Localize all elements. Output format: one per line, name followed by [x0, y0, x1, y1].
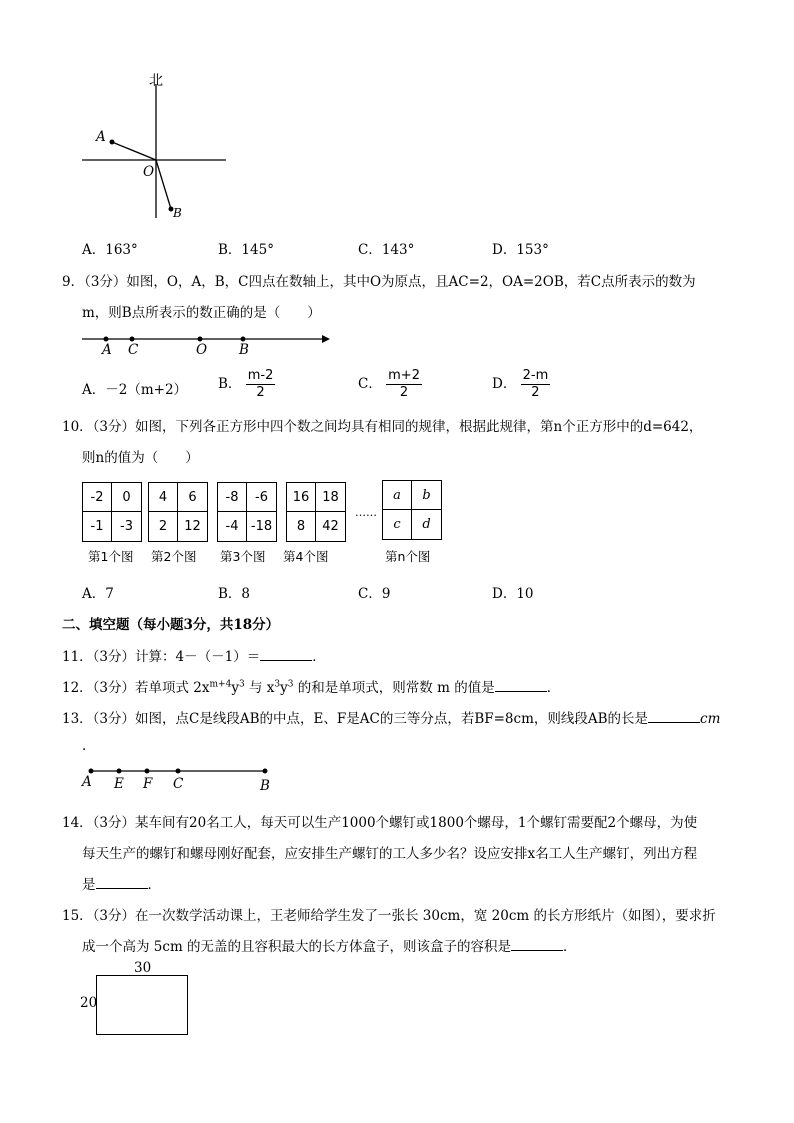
q12-var-y: y	[231, 680, 239, 696]
point-e-dot	[117, 769, 122, 774]
q12-mid: 与 x	[244, 680, 275, 696]
square-cell-c: 2	[149, 512, 178, 541]
section-2-title: 二、填空题（每小题3分，共18分）	[62, 617, 280, 633]
q8-option-d[interactable]: D．153°	[492, 242, 549, 258]
fraction-denominator: 2	[256, 385, 265, 400]
q9-option-d-fraction	[521, 368, 551, 401]
square-3	[217, 482, 277, 542]
rect-width-label: 30	[134, 960, 152, 976]
square-1-caption: 第1个图	[88, 549, 134, 564]
q12-suffix: ．	[546, 680, 561, 696]
q10-text-line2: 则n的值为（ ）	[82, 450, 199, 466]
q9-option-c[interactable]	[358, 368, 422, 401]
q8-option-c[interactable]: C．143°	[358, 242, 415, 258]
q13-text: 13．（3分）如图，点C是线段AB的中点，E、F是AC的三等分点，若BF=8cm，则线段AB的长是	[62, 711, 649, 727]
q11-text: 11．（3分）计算：4－（－1）＝	[62, 649, 261, 665]
q14-line3	[82, 873, 161, 893]
q9-option-c-prefix: C．	[358, 376, 382, 392]
q13-unit: cm	[700, 711, 721, 727]
q10-text-line1: 10．（3分）如图，下列各正方形中四个数之间均具有相同的规律，根据此规律，第n个正方形中的d=642，	[62, 419, 703, 435]
square-cell-d: -18	[250, 519, 273, 534]
q14-answer-blank[interactable]	[96, 876, 148, 889]
point-c-dot	[130, 337, 135, 342]
q9-text-line2: m，则B点所表示的数正确的是（ ）	[82, 305, 321, 321]
q12-answer-blank[interactable]	[495, 679, 547, 692]
paper-rectangle	[96, 975, 188, 1035]
square-cell-a: -8	[218, 483, 247, 512]
q12-exp-1: m+4	[209, 679, 232, 690]
q12-var-y2: y	[280, 680, 288, 696]
q12	[62, 676, 560, 696]
q12-prefix: 12．（3分）若单项式 2x	[62, 680, 210, 696]
q10-option-c[interactable]: C．9	[358, 586, 391, 602]
square-3-caption: 第3个图	[220, 549, 266, 564]
point-a-label: A	[96, 129, 106, 145]
q10-option-d[interactable]: D．10	[492, 586, 534, 602]
square-cell-b: 6	[178, 483, 207, 512]
q15-line2	[82, 935, 577, 955]
q8-option-b[interactable]: B．145°	[218, 242, 274, 258]
point-b-label: B	[173, 206, 182, 220]
q12-exp-3: 3	[274, 679, 281, 690]
q14-suffix: ．	[147, 877, 161, 893]
q9-option-d[interactable]	[492, 368, 550, 401]
square-cell-c: -4	[218, 512, 247, 541]
q14-line1: 14．（3分）某车间有20名工人，每天可以生产1000个螺钉或1800个螺母，1个螺钉需要配2个螺母，为使	[62, 815, 698, 831]
q13-label-f: F	[143, 776, 153, 792]
q9-option-b-prefix: B．	[218, 376, 242, 392]
q13-label-c: C	[173, 776, 184, 792]
square-cell-b: 18	[316, 483, 345, 512]
point-a-dot	[89, 769, 94, 774]
q9-option-b[interactable]	[218, 368, 275, 401]
fraction-denominator: 2	[531, 385, 540, 400]
fraction-numerator: m-2	[247, 368, 274, 383]
q10-option-a[interactable]: A．7	[82, 586, 114, 602]
square-cell-b: b	[412, 481, 441, 510]
q12-exp-2: 3	[238, 679, 245, 690]
q9-label-a: A	[102, 342, 112, 358]
q15-line2-prefix: 成一个高为 5cm 的无盖的且容积最大的长方体盒子，则该盒子的容积是	[82, 939, 512, 955]
square-cell-d: -3	[120, 519, 133, 534]
point-o-label: O	[143, 164, 155, 180]
q14-line3-prefix: 是	[82, 877, 96, 893]
square-cell-b: 0	[112, 483, 141, 512]
ellipsis: ……	[355, 506, 377, 519]
q9-label-o: O	[196, 342, 208, 358]
point-f-dot	[145, 769, 150, 774]
square-2-caption: 第2个图	[151, 549, 197, 564]
square-4	[286, 482, 346, 542]
q11	[62, 645, 326, 665]
q9-option-d-prefix: D．	[492, 376, 517, 392]
q9-text-line1: 9．（3分）如图，O，A，B，C四点在数轴上，其中O为原点，且AC=2，OA=2OB，若C点所表示的数为	[62, 274, 696, 290]
square-cell-a: 4	[149, 483, 178, 512]
square-cell-a: -2	[83, 483, 112, 512]
point-b-dot	[241, 337, 246, 342]
q11-answer-blank[interactable]	[260, 648, 312, 661]
q12-rest: 的和是单项式，则常数 m 的值是	[293, 680, 495, 696]
square-cell-c: c	[383, 510, 412, 539]
q13-label-b: B	[260, 778, 270, 794]
q9-option-b-fraction	[246, 368, 276, 401]
q13-label-e: E	[114, 776, 124, 792]
q10-option-b[interactable]: B．8	[218, 586, 251, 602]
q15-suffix: ．	[563, 939, 577, 955]
q15-line1: 15．（3分）在一次数学活动课上，王老师给学生发了一张长 30cm，宽 20cm 的长方形纸片（如图），要求折	[62, 908, 716, 924]
q13-period: ．	[82, 738, 96, 754]
fraction-denominator: 2	[399, 385, 409, 400]
ray-oa	[112, 142, 156, 160]
square-cell-c: -1	[83, 512, 112, 541]
square-cell-d: d	[422, 517, 431, 532]
north-label: 北	[149, 73, 163, 89]
fraction-numerator: m+2	[388, 368, 420, 383]
q13-label-a: A	[82, 774, 92, 790]
q9-number-line	[78, 330, 338, 354]
square-4-caption: 第4个图	[283, 549, 329, 564]
ray-ob	[156, 160, 171, 209]
point-o-dot	[198, 337, 203, 342]
q12-exp-4: 3	[287, 679, 294, 690]
q9-label-b: B	[239, 342, 249, 358]
q11-suffix: ．	[312, 649, 326, 665]
square-n	[382, 480, 442, 540]
square-n-caption: 第n个图	[385, 549, 431, 564]
fraction-numerator: 2-m	[522, 368, 549, 383]
square-cell-b: -6	[247, 483, 276, 512]
square-cell-d: 12	[184, 519, 201, 534]
q9-label-c: C	[128, 342, 139, 358]
q13	[62, 707, 720, 727]
point-a-dot	[104, 337, 109, 342]
q13-answer-blank[interactable]	[648, 710, 700, 723]
q8-option-a[interactable]: A．163°	[82, 242, 138, 258]
q9-option-a[interactable]: A．－2（m+2）	[82, 382, 188, 398]
rect-height-label: 20	[80, 995, 98, 1011]
square-cell-a: a	[383, 481, 412, 510]
point-b-dot	[263, 769, 268, 774]
square-cell-a: 16	[287, 483, 316, 512]
square-cell-d: 42	[322, 519, 339, 534]
square-2	[148, 482, 208, 542]
point-a-dot	[110, 140, 115, 145]
q15-answer-blank[interactable]	[511, 938, 563, 951]
square-1	[82, 482, 142, 542]
q14-line2: 每天生产的螺钉和螺母刚好配套，应安排生产螺钉的工人多少名？设应安排x名工人生产螺钉，列出方程	[82, 846, 698, 862]
q9-option-c-fraction	[386, 368, 422, 401]
square-cell-c: 8	[287, 512, 316, 541]
point-c-dot	[176, 769, 181, 774]
number-line-arrow	[322, 335, 330, 343]
